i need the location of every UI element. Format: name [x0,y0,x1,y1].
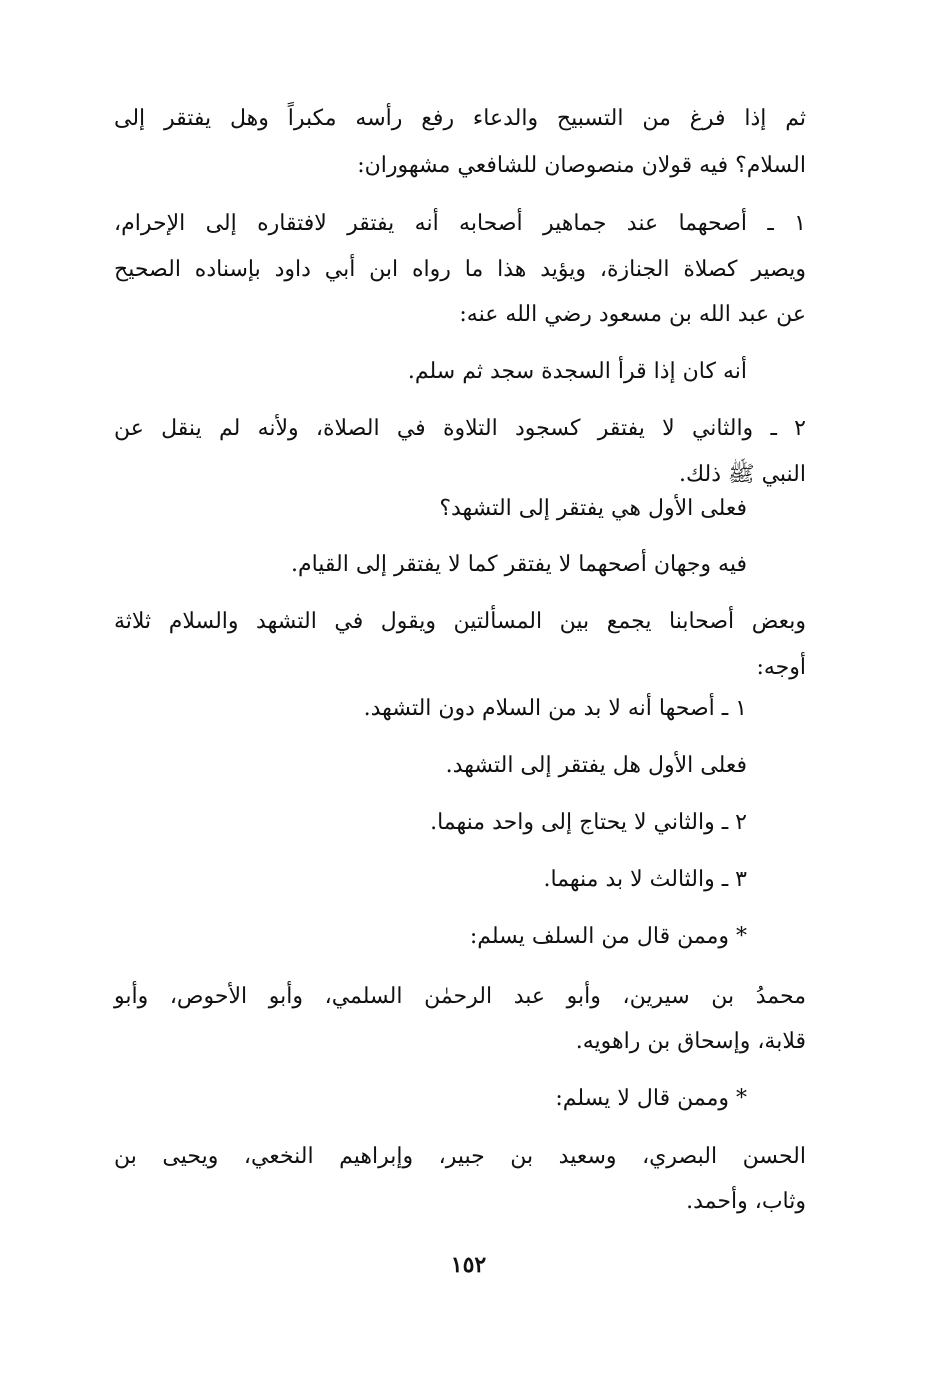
paragraph-line: ثم إذا فرغ من التسبيح والدعاء رفع رأسه مكبراً وهل يفتقر إلى [114,106,806,131]
paragraph-line: محمدُ بن سيرين، وأبو عبد الرحمٰن السلمي، وأبو الأحوص، وأبو [114,984,806,1009]
paragraph-line: فعلى الأول هل يفتقر إلى التشهد. [445,753,747,778]
paragraph-line: الحسن البصري، وسعيد بن جبير، وإبراهيم النخعي، ويحيى بن [114,1144,806,1169]
quote-line: أنه كان إذا قرأ السجدة سجد ثم سلم. [407,359,747,384]
paragraph-line: وبعض أصحابنا يجمع بين المسألتين ويقول في التشهد والسلام ثلاثة [114,609,806,634]
paragraph-line: ١ ـ أصحهما عند جماهير أصحابه أنه يفتقر لافتقاره إلى الإحرام، [114,211,806,236]
list-item: ٣ ـ والثالث لا بد منهما. [543,867,747,892]
paragraph-line: أوجه: [756,655,806,680]
paragraph-line: فيه وجهان أصحهما لا يفتقر كما لا يفتقر إلى القيام. [290,552,747,577]
paragraph-line: عن عبد الله بن مسعود رضي الله عنه: [459,302,806,327]
paragraph-line: ويصير كصلاة الجنازة، ويؤيد هذا ما رواه ابن أبي داود بإسناده الصحيح [114,257,806,282]
section-heading: * وممن قال لا يسلم: [555,1086,747,1111]
paragraph-line: قلابة، وإسحاق بن راهويه. [575,1029,806,1054]
paragraph-line: وثاب، وأحمد. [686,1189,806,1214]
paragraph-line: السلام؟ فيه قولان منصوصان للشافعي مشهوران: [357,153,806,178]
list-item: ٢ ـ والثاني لا يحتاج إلى واحد منهما. [430,810,747,835]
paragraph-line: فعلى الأول هي يفتقر إلى التشهد؟ [439,496,747,521]
paragraph-line: النبي ﷺ ذلك. [678,462,806,487]
page-number: ١٥٢ [450,1252,487,1278]
section-heading: * وممن قال من السلف يسلم: [469,924,747,949]
list-item: ١ ـ أصحها أنه لا بد من السلام دون التشهد. [363,696,747,721]
paragraph-line: ٢ ـ والثاني لا يفتقر كسجود التلاوة في الصلاة، ولأنه لم ينقل عن [114,416,806,441]
